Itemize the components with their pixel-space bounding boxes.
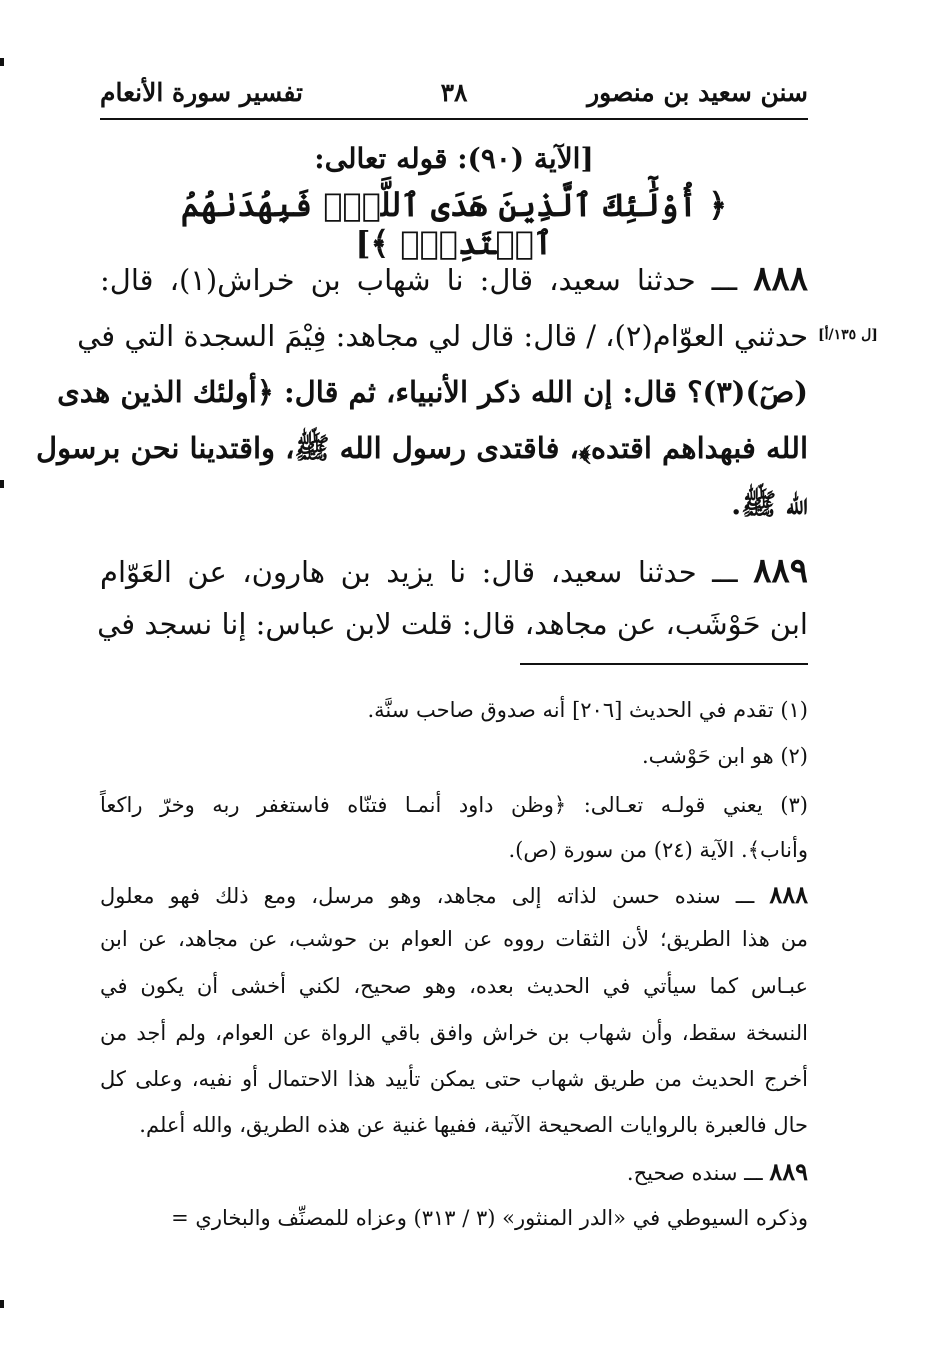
hadith-888-line: الله فبهداهم اقتده﴾، فاقتدى رسول الله ﷺ، واقتدينا نحن برسول (36, 431, 808, 465)
scan-edge-mark (0, 480, 4, 488)
footnote-divider (520, 663, 808, 665)
footnote: وأناب﴾. الآية (٢٤) من سورة (ص). (508, 838, 808, 862)
header-divider (100, 118, 808, 120)
hadith-889-line: ابن حَوْشَب، عن مجاهد، قال: قلت لابن عباس: إنا نسجد في (97, 607, 808, 641)
hadith-888-line: (صٓ)(٣)؟ قال: إن الله ذكر الأنبياء، ثم قال: ﴿أولئك الذين هدى (57, 375, 808, 409)
commentary-number: ٨٨٨ (769, 880, 808, 909)
footnote: (١) تقدم في الحديث [٢٠٦] أنه صدوق صاحب سنَّة. (367, 698, 808, 722)
commentary-889-line: وذكره السيوطي في «الدر المنثور» (٣ / ٣١٣) وعزاه للمصنِّف والبخاري = (171, 1206, 808, 1230)
book-title: سنن سعيد بن منصور (587, 78, 808, 107)
hadith-888-line: حدثني العوّام(٢)، / قال: قال لي مجاهد: فِيْمَ السجدة التي في (77, 319, 808, 353)
manuscript-folio-note: [ل ١٣٥/أ] (818, 327, 878, 343)
quranic-verse: ﴿ أُوْلَٰٓئِكَ ٱلَّذِينَ هَدَى ٱللَّهُۖ فَبِهُدَىٰهُمُ ٱقۡتَدِهۡۗ ﴾] (180, 186, 728, 262)
chapter-title: تفسير سورة الأنعام (100, 78, 304, 107)
hadith-889-line: ٨٨٩ ـــ حدثنا سعيد، قال: نا يزيد بن هارون، عن العَوّام (100, 551, 808, 591)
commentary-889-line: ٨٨٩ ـــ سنده صحيح. (626, 1157, 808, 1186)
commentary-888-line: ٨٨٨ ـــ سنده حسن لذاته إلى مجاهد، وهو مرسل، ومع ذلك فهو معلول (100, 880, 808, 909)
hadith-number: ٨٨٩ (753, 551, 808, 591)
scan-edge-mark (0, 58, 4, 66)
commentary-888-line: حال فالعبرة بالروايات الصحيحة الآتية، ففيها غنية عن هذه الطريق، والله أعلم. (139, 1113, 808, 1137)
commentary-888-line: عبـاس كما سيأتي في الحديث بعده، وهو صحيح، لكني أخشى أن يكون في (100, 974, 808, 998)
commentary-number: ٨٨٩ (769, 1157, 808, 1186)
hadith-888-line: ٨٨٨ ـــ حدثنا سعيد، قال: نا شهاب بن خراش(١)، قال: (100, 259, 809, 299)
footnote: (٣) يعني قولـه تعـالى: ﴿وظن داود أنمـا فتنّاه فاستغفر ربه وخرّ راكعاً (100, 793, 808, 817)
commentary-888-line: النسخة سقط، وأن شهاب بن خراش وافق باقي الرواة عن العوام، ولم أجد من (100, 1021, 808, 1045)
hadith-888-line: الله ﷺ. (731, 487, 808, 521)
commentary-888-line: أخرج الحديث من طريق شهاب حتى يمكن تأييد هذا الاحتمال أو نفيه، وعلى كل (100, 1067, 808, 1091)
footnote: (٢) هو ابن حَوْشب. (641, 744, 808, 768)
hadith-number: ٨٨٨ (753, 259, 809, 299)
page-number: ٣٨ (440, 78, 468, 107)
scan-edge-mark (0, 1300, 4, 1308)
commentary-888-line: من هذا الطريق؛ لأن الثقات رووه عن العوام بن حوشب، عن مجاهد، عن ابن (100, 927, 808, 951)
section-heading: [الآية (٩٠): قوله تعالى: (314, 142, 594, 175)
running-header (100, 78, 808, 118)
